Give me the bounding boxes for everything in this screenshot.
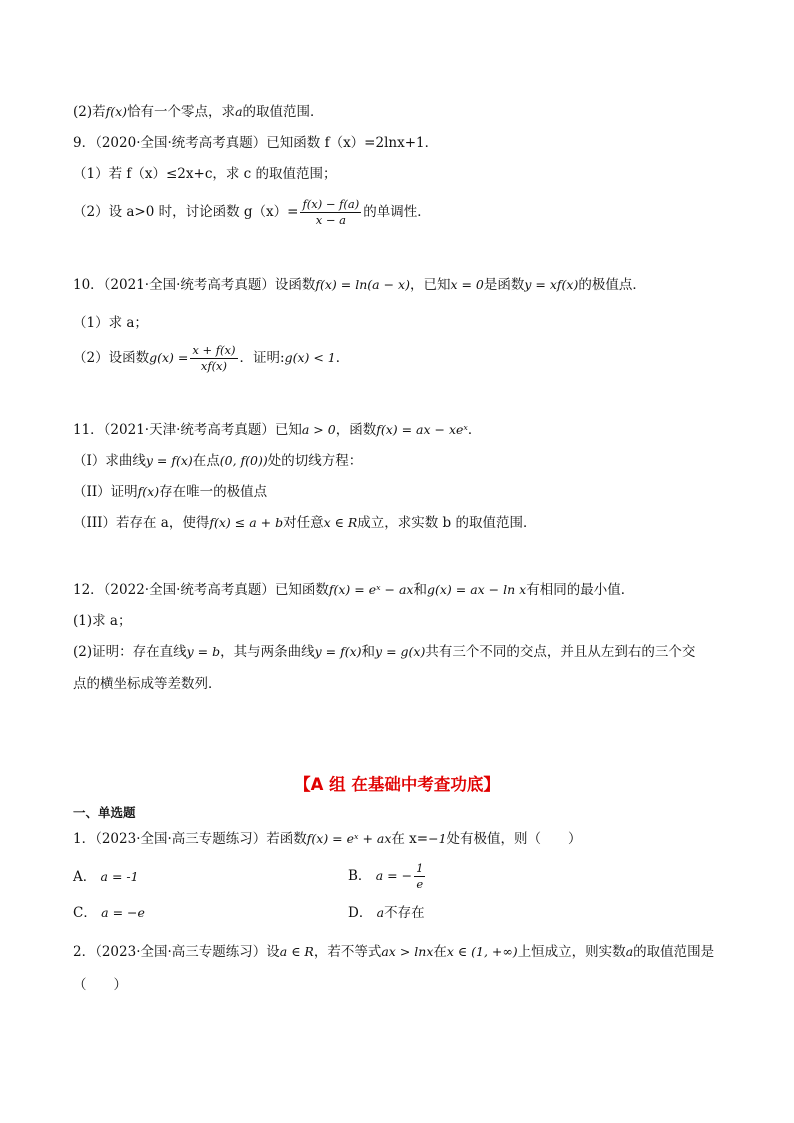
text: （2）设函数	[73, 350, 150, 366]
question-1-options-row-2	[73, 903, 734, 923]
text: 的极值点．	[578, 277, 646, 293]
problem-9-part-2	[73, 195, 734, 229]
text: 在 x=	[391, 831, 429, 847]
text: ．	[467, 422, 482, 438]
text: （2）设 a>0 时，讨论函数 g（x）=	[73, 204, 299, 220]
option-b	[348, 859, 427, 893]
text: （III）若存在 a，使得	[73, 515, 210, 531]
math: f(x) = eˣ + ax	[306, 831, 392, 846]
math: ax > lnx	[381, 944, 434, 959]
option-d	[348, 903, 425, 923]
question-2-stem	[73, 942, 754, 962]
math: f(x) = ax − xeˣ	[376, 422, 468, 437]
math: −1	[428, 831, 447, 846]
math: a	[625, 944, 634, 959]
math: x = 0	[450, 277, 484, 292]
text: 共有三个不同的交点，并且从左到右的三个交	[425, 644, 696, 660]
math: g(x) < 1	[284, 350, 336, 365]
text: 对任意	[283, 515, 324, 531]
problem-12-stem	[73, 580, 734, 600]
text: 上恒成立，则实数	[517, 944, 626, 960]
text: 成立，求实数 b 的取值范围．	[357, 515, 537, 531]
problem-12-part-2	[73, 642, 734, 662]
text: 的单调性．	[363, 204, 431, 220]
text: 是函数	[483, 277, 525, 293]
option-c	[73, 905, 145, 921]
fraction	[300, 197, 361, 228]
question-2-answer-blank: （ ）	[73, 977, 127, 993]
problem-11-part-1	[73, 451, 734, 471]
text: 11．（2021·天津·统考高考真题）已知	[73, 422, 302, 438]
option-label: D．	[348, 905, 373, 921]
text: （II）证明	[73, 484, 138, 500]
text: 和	[413, 582, 427, 598]
problem-8-part-2	[73, 102, 734, 122]
problem-11-part-2	[73, 482, 734, 502]
problem-10-part-2	[73, 341, 734, 375]
question-1-stem	[73, 829, 734, 849]
math: y = g(x)	[375, 644, 426, 659]
text: (2)若	[73, 104, 106, 120]
math: a = −	[375, 868, 413, 883]
math: f(x) = ln(a − x)	[315, 277, 410, 292]
math: f(x) ≤ a + b	[209, 515, 284, 530]
subsection-title: 一、单选题	[73, 805, 136, 820]
option-label: B．	[348, 868, 372, 884]
question-1-options-row-1	[73, 861, 734, 891]
math: y = f(x)	[314, 644, 362, 659]
text: （I）求曲线	[73, 453, 146, 469]
text: ．证明:	[239, 350, 285, 366]
text: 处有极值，则（ ）	[446, 831, 582, 847]
math: a ∈ R	[279, 944, 314, 959]
math: x ∈ R	[323, 515, 358, 530]
text: 10．（2021·全国·统考高考真题）设函数	[73, 277, 316, 293]
problem-10-part-1: （1）求 a；	[73, 315, 148, 331]
problem-10-stem	[73, 275, 734, 295]
math: g(x) =	[149, 350, 189, 365]
denominator: x − a	[315, 213, 346, 227]
text: 的取值范围．	[242, 104, 324, 120]
numerator: 1	[416, 861, 424, 875]
math: f(x)	[137, 484, 160, 499]
text: 有相同的最小值．	[526, 582, 635, 598]
fraction	[190, 343, 237, 374]
problem-9-part-1: （1）若 f（x）≤2x+c，求 c 的取值范围；	[73, 166, 337, 182]
math: a > 0	[301, 422, 336, 437]
text: 恰有一个零点，求	[127, 104, 236, 120]
problem-12-part-1: (1)求 a；	[73, 613, 132, 629]
denominator: e	[416, 877, 424, 891]
math: g(x) = ax − ln x	[426, 582, 527, 597]
text: 不存在	[384, 905, 425, 921]
math: a = -1	[100, 869, 139, 884]
section-title: 【A 组 在基础中考查功底】	[294, 775, 500, 794]
text: 的取值范围是	[633, 944, 715, 960]
math: (0, f(0))	[219, 453, 268, 468]
fraction	[414, 861, 425, 892]
math: a	[376, 905, 385, 920]
math: y = b	[186, 644, 221, 659]
option-a	[73, 869, 139, 885]
numerator: x + f(x)	[192, 343, 236, 357]
text: 1．（2023·全国·高三专题练习）若函数	[73, 831, 307, 847]
text: ，其与两条曲线	[220, 644, 315, 660]
text: 12．（2022·全国·统考高考真题）已知函数	[73, 582, 329, 598]
text: ，已知	[409, 277, 451, 293]
math: f(x)	[105, 104, 128, 119]
text: 2．（2023·全国·高三专题练习）设	[73, 944, 280, 960]
math: y = f(x)	[145, 453, 193, 468]
text: ，函数	[335, 422, 377, 438]
text: 在	[433, 944, 447, 960]
text: ，若不等式	[313, 944, 382, 960]
numerator: f(x) − f(a)	[302, 197, 360, 211]
problem-11-part-3	[73, 513, 734, 533]
text: (2)证明：存在直线	[73, 644, 187, 660]
text: 在点	[192, 453, 220, 469]
denominator: xf(x)	[200, 359, 228, 373]
math: a	[235, 104, 243, 119]
problem-12-part-2-cont: 点的横坐标成等差数列．	[73, 676, 222, 692]
problem-11-stem	[73, 420, 734, 440]
option-label: A．	[73, 869, 97, 885]
problem-9-stem: 9．（2020·全国·统考高考真题）已知函数 f（x）=2lnx+1．	[73, 135, 439, 151]
text: ．	[335, 350, 350, 366]
math: a = −e	[101, 905, 145, 920]
math: y = xf(x)	[524, 277, 579, 292]
text: 存在唯一的极值点	[159, 484, 268, 500]
text: 和	[361, 644, 376, 660]
option-label: C．	[73, 905, 97, 921]
math: x ∈ (1, +∞)	[446, 944, 518, 959]
text: 处的切线方程：	[267, 453, 363, 469]
math: f(x) = eˣ − ax	[328, 582, 414, 597]
